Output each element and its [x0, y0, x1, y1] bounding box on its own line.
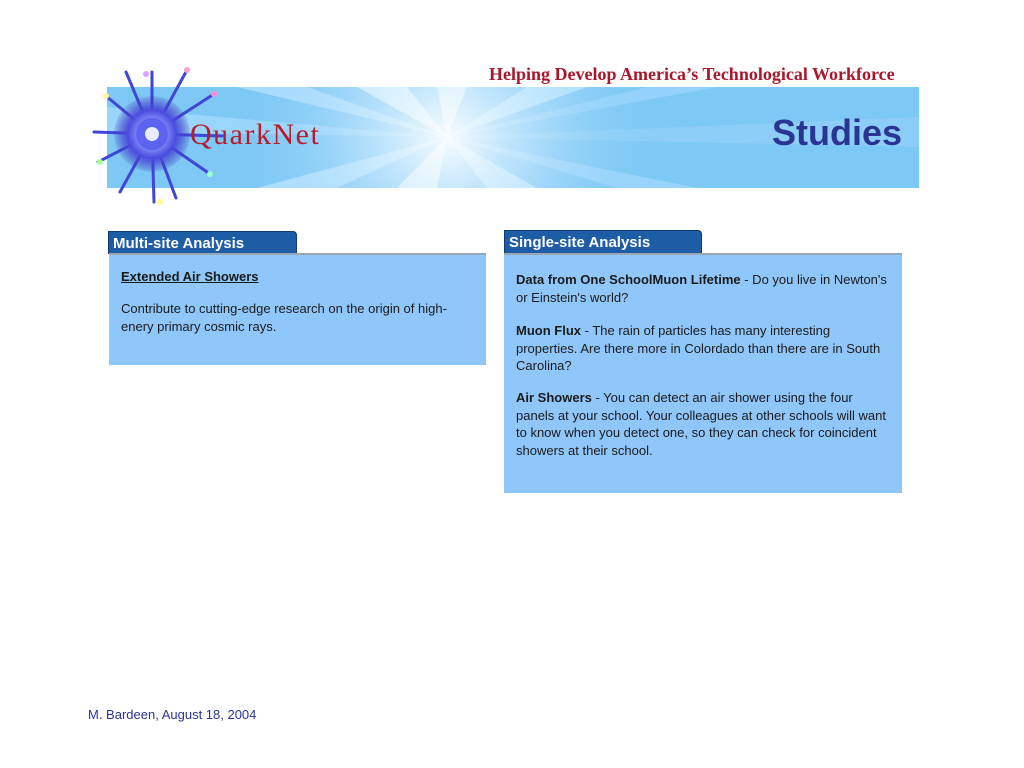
study-item: [516, 322, 894, 375]
tab-single-site-analysis[interactable]: Single-site Analysis: [504, 230, 702, 254]
study-item: [516, 389, 894, 459]
page-title: Studies: [771, 112, 902, 153]
logo-text: QuarkNet: [190, 118, 321, 151]
tab-multi-site-analysis[interactable]: Multi-site Analysis: [108, 231, 297, 254]
study-title[interactable]: Air Showers: [516, 390, 592, 405]
panel-single-site: [504, 253, 902, 493]
study-description: - You can detect an air shower using the four panels at your school. Your colleagues at other schools will want to know when you detect one, so they can check for coincident showers at their school.: [516, 390, 886, 458]
study-description: - The rain of particles has many interesting properties. Are there more in Colordado than there are in South Carolina?: [516, 323, 881, 373]
study-title[interactable]: Data from One SchoolMuon Lifetime: [516, 272, 741, 287]
study-item: [516, 271, 894, 306]
multi-site-description: Contribute to cutting-edge research on the origin of high-enery primary cosmic rays.: [121, 301, 447, 334]
footer-credit: M. Bardeen, August 18, 2004: [88, 707, 257, 722]
study-title[interactable]: Muon Flux: [516, 323, 581, 338]
link-extended-air-showers[interactable]: Extended Air Showers: [121, 269, 259, 284]
panel-multi-site: [109, 253, 486, 365]
tagline: Helping Develop America’s Technological Workforce: [489, 64, 895, 84]
study-description: - Do you live in Newton's or Einstein's world?: [516, 272, 887, 305]
